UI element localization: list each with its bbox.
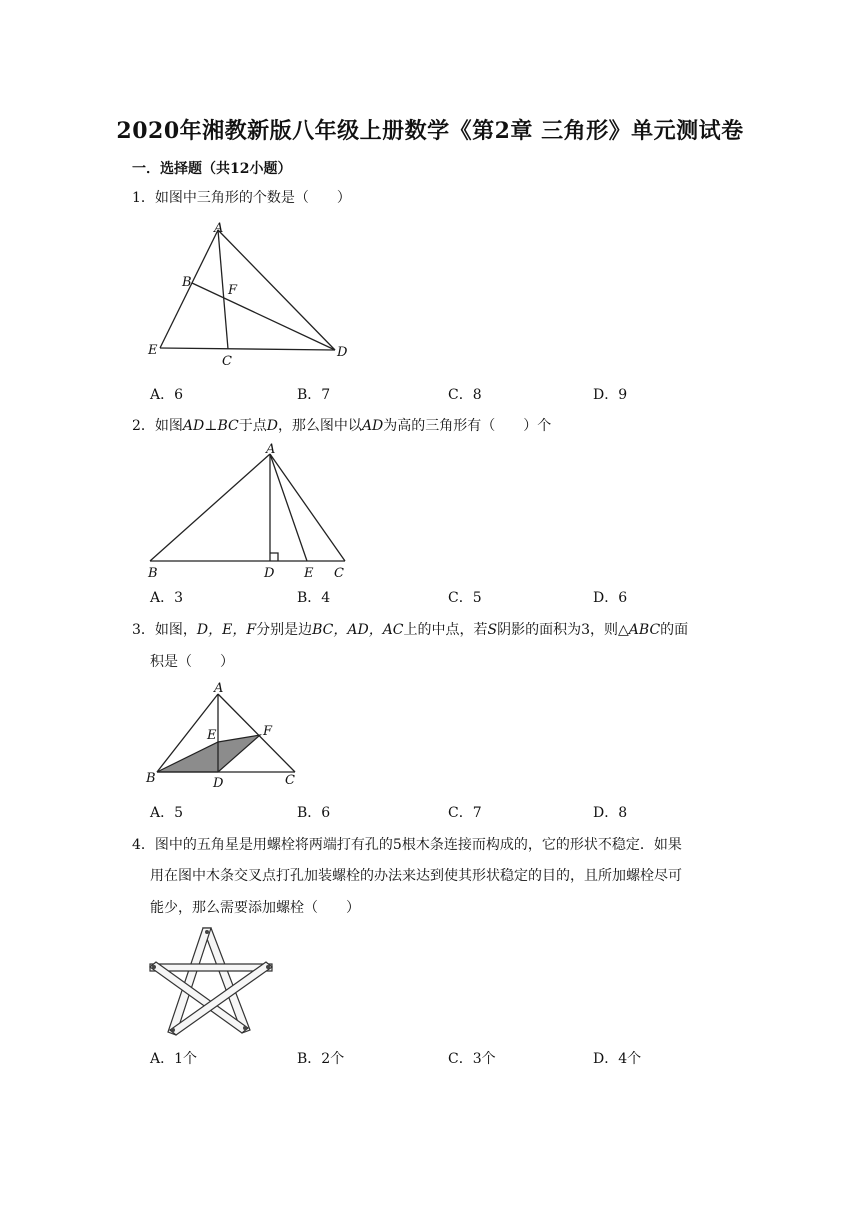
option-d: D．9 [593,387,628,403]
label-c: C [285,773,295,788]
q3-sides: BC，AD，AC [312,622,404,638]
question-3-line-2: 积是（ ） [150,654,234,670]
question-number: 3． [132,622,155,638]
q2-figure [140,440,360,580]
question-number: 1． [132,190,155,206]
question-3 [132,620,688,640]
section-heading: 一．选择题（共12小题） [132,161,292,177]
label-b: B [146,771,156,786]
q2-text-b: 于点 [238,418,267,434]
option-c: C．8 [448,387,482,403]
option-b: B．2个 [297,1051,345,1067]
option-d: D．4个 [593,1051,642,1067]
option-a: A．1个 [150,1051,198,1067]
label-a: A [214,681,224,696]
option-b: B．4 [297,590,331,606]
q4-line-1: 图中的五角星是用螺栓将两端打有孔的5根木条连接而构成的，它的形状不稳定．如果 [154,837,682,853]
q4-figure [140,922,280,1042]
label-a: A [214,221,224,236]
label-b: B [182,275,192,290]
option-b: B．7 [297,387,331,403]
question-2 [132,416,551,436]
label-f: F [263,724,273,739]
q3-text-b: 分别是边 [256,622,313,638]
option-c: C．3个 [448,1051,496,1067]
option-a: A．3 [150,590,184,606]
q3-text-a: 如图， [154,622,197,638]
option-c: C．7 [448,805,482,821]
q1-figure [140,220,360,370]
q3-s: S [487,622,498,638]
label-d: D [264,566,275,580]
option-a: A．5 [150,805,184,821]
question-number: 2． [132,418,155,434]
option-d: D．6 [593,590,628,606]
q2-text-c: ，那么图中以 [277,418,362,434]
q3-vars: D，E，F [196,622,257,638]
label-e: E [304,566,314,580]
label-e: E [148,343,158,358]
q2-perp: ⊥ [204,418,218,434]
q2-d: D [266,418,278,434]
label-f: F [228,283,238,298]
option-c: C．5 [448,590,482,606]
q3-text-c: 上的中点，若 [403,622,488,638]
label-e: E [207,728,217,743]
q3-abc: ABC [628,622,661,638]
q2-ad2: AD [361,418,384,434]
question-text: 如图中三角形的个数是（ ） [154,190,351,206]
q2-text-d: 为高的三角形有（ ）个 [383,418,552,434]
q3-text-e: 的面 [660,622,689,638]
question-4-line-2: 用在图中木条交叉点打孔加装螺栓的办法来达到使其形状稳定的目的，且所加螺栓尽可 [150,868,682,884]
question-1 [132,188,351,208]
label-c: C [334,566,344,580]
label-d: D [213,776,224,790]
q2-ad: AD [182,418,205,434]
q2-text-a: 如图 [154,418,183,434]
q3-text-d: 阴影的面积为3，则△ [497,622,629,638]
q2-bc: BC [217,418,239,434]
question-number: 4． [132,837,155,853]
option-d: D．8 [593,805,628,821]
page-title: 2020年湘教新版八年级上册数学《第2章 三角形》单元测试卷 [116,118,744,144]
option-b: B．6 [297,805,331,821]
label-a: A [266,442,276,457]
option-a: A．6 [150,387,184,403]
label-c: C [222,354,232,369]
label-d: D [337,345,348,360]
question-4 [132,835,682,855]
label-b: B [148,566,158,580]
q3-figure [140,678,310,790]
question-4-line-3: 能少，那么需要添加螺栓（ ） [150,900,360,916]
